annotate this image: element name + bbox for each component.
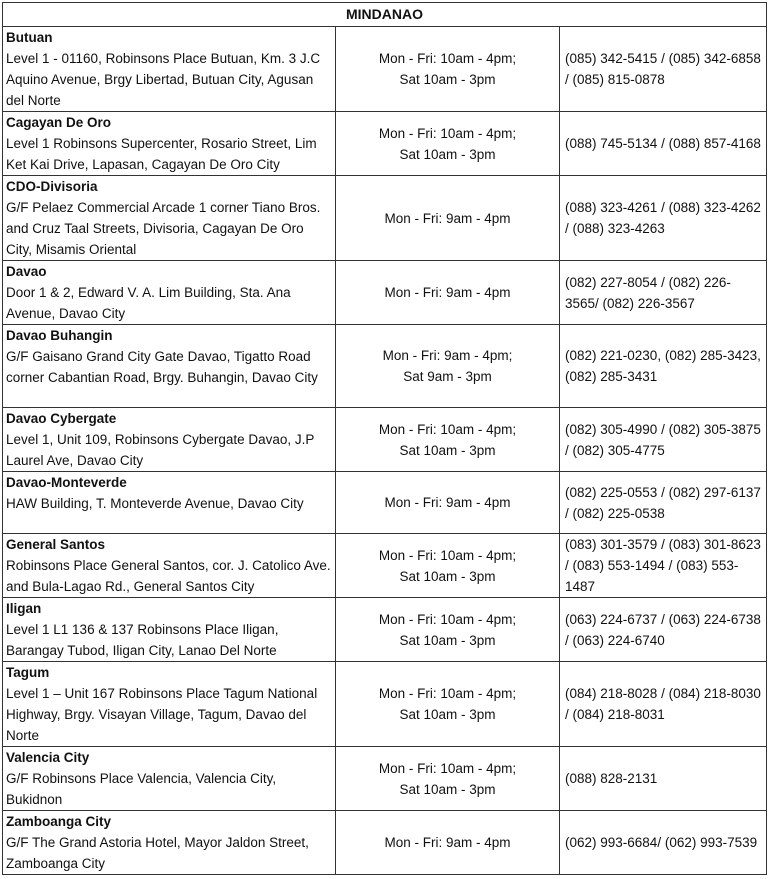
branch-location-cell <box>3 472 336 534</box>
branch-address: G/F Pelaez Commercial Arcade 1 corner Tiano Bros. and Cruz Taal Streets, Divisoria, Cagayan De Oro City, Misamis Oriental <box>6 200 321 257</box>
branch-location-cell <box>3 408 336 472</box>
branch-address: Door 1 & 2, Edward V. A. Lim Building, Sta. Ana Avenue, Davao City <box>6 285 291 321</box>
branch-phones: (088) 323-4261 / (088) 323-4262 / (088) 323-4263 <box>560 176 767 261</box>
branch-name: Davao <box>6 264 47 279</box>
branch-hours: Mon - Fri: 10am - 4pm; Sat 10am - 3pm <box>336 662 560 747</box>
branch-hours: Mon - Fri: 10am - 4pm; Sat 10am - 3pm <box>336 408 560 472</box>
branch-address: G/F The Grand Astoria Hotel, Mayor Jaldon Street, Zamboanga City <box>6 835 309 871</box>
branch-location-cell <box>3 27 336 112</box>
branch-address: Level 1 L1 136 & 137 Robinsons Place Iligan, Barangay Tubod, Iligan City, Lanao Del Norte <box>6 622 279 658</box>
branch-phones: (088) 828-2131 <box>560 747 767 811</box>
branch-name: Valencia City <box>6 750 90 765</box>
branch-name: Iligan <box>6 601 42 616</box>
branch-address: HAW Building, T. Monteverde Avenue, Davao City <box>6 496 304 511</box>
branch-hours: Mon - Fri: 10am - 4pm; Sat 10am - 3pm <box>336 747 560 811</box>
branch-name: Davao Cybergate <box>6 411 117 426</box>
branch-hours: Mon - Fri: 10am - 4pm; Sat 10am - 3pm <box>336 534 560 598</box>
table-row <box>3 176 767 261</box>
branch-location-cell <box>3 811 336 875</box>
branch-rows <box>3 27 767 875</box>
branch-hours: Mon - Fri: 9am - 4pm <box>336 261 560 325</box>
branch-hours: Mon - Fri: 9am - 4pm <box>336 472 560 534</box>
branch-table <box>2 2 767 875</box>
table-row <box>3 27 767 112</box>
branch-hours: Mon - Fri: 10am - 4pm; Sat 10am - 3pm <box>336 598 560 662</box>
branch-location-cell <box>3 261 336 325</box>
branch-name: General Santos <box>6 537 106 552</box>
table-row <box>3 325 767 408</box>
table-row <box>3 534 767 598</box>
branch-address: Level 1 Robinsons Supercenter, Rosario Street, Lim Ket Kai Drive, Lapasan, Cagayan De Oro City <box>6 136 317 172</box>
branch-phones: (083) 301-3579 / (083) 301-8623 / (083) 553-1494 / (083) 553-1487 <box>560 534 767 598</box>
branch-name: Davao Buhangin <box>6 328 113 343</box>
table-row <box>3 472 767 534</box>
region-header-row <box>3 3 767 27</box>
region-title: MINDANAO <box>3 3 767 27</box>
branch-location-cell <box>3 176 336 261</box>
branch-name: Zamboanga City <box>6 814 112 829</box>
branch-location-cell <box>3 598 336 662</box>
branch-phones: (084) 218-8028 / (084) 218-8030 / (084) 218-8031 <box>560 662 767 747</box>
branch-phones: (088) 745-5134 / (088) 857-4168 <box>560 112 767 176</box>
table-row <box>3 598 767 662</box>
branch-address: G/F Robinsons Place Valencia, Valencia City, Bukidnon <box>6 771 277 807</box>
branch-phones: (082) 227-8054 / (082) 226-3565/ (082) 226-3567 <box>560 261 767 325</box>
branch-hours: Mon - Fri: 9am - 4pm <box>336 811 560 875</box>
table-row <box>3 112 767 176</box>
branch-address: Level 1 – Unit 167 Robinsons Place Tagum National Highway, Brgy. Visayan Village, Tagum, Davao del Norte <box>6 686 318 743</box>
table-row <box>3 747 767 811</box>
branch-location-cell <box>3 662 336 747</box>
table-row <box>3 662 767 747</box>
branch-location-cell <box>3 325 336 408</box>
table-row <box>3 408 767 472</box>
branch-phones: (085) 342-5415 / (085) 342-6858 / (085) 815-0878 <box>560 27 767 112</box>
branch-name: Cagayan De Oro <box>6 115 112 130</box>
branch-name: Tagum <box>6 665 50 680</box>
branch-hours: Mon - Fri: 9am - 4pm; Sat 9am - 3pm <box>336 325 560 408</box>
branch-hours: Mon - Fri: 9am - 4pm <box>336 176 560 261</box>
table-row <box>3 811 767 875</box>
branch-name: Davao-Monteverde <box>6 475 127 490</box>
branch-address: Level 1, Unit 109, Robinsons Cybergate Davao, J.P Laurel Ave, Davao City <box>6 432 315 468</box>
branch-location-cell <box>3 534 336 598</box>
branch-address: Level 1 - 01160, Robinsons Place Butuan, Km. 3 J.C Aquino Avenue, Brgy Libertad, Butuan City, Agusan del Norte <box>6 51 321 108</box>
branch-hours: Mon - Fri: 10am - 4pm; Sat 10am - 3pm <box>336 112 560 176</box>
branch-phones: (082) 221-0230, (082) 285-3423, (082) 285-3431 <box>560 325 767 408</box>
branch-location-cell <box>3 112 336 176</box>
branch-location-cell <box>3 747 336 811</box>
branch-hours: Mon - Fri: 10am - 4pm; Sat 10am - 3pm <box>336 27 560 112</box>
branch-phones: (082) 225-0553 / (082) 297-6137 / (082) 225-0538 <box>560 472 767 534</box>
branch-name: Butuan <box>6 30 53 45</box>
branch-phones: (062) 993-6684/ (062) 993-7539 <box>560 811 767 875</box>
branch-phones: (082) 305-4990 / (082) 305-3875 / (082) 305-4775 <box>560 408 767 472</box>
branch-address: G/F Gaisano Grand City Gate Davao, Tigatto Road corner Cabantian Road, Brgy. Buhangin, Davao City <box>6 349 318 385</box>
branch-name: CDO-Divisoria <box>6 179 98 194</box>
branch-phones: (063) 224-6737 / (063) 224-6738 / (063) 224-6740 <box>560 598 767 662</box>
branch-address: Robinsons Place General Santos, cor. J. Catolico Ave. and Bula-Lagao Rd., General Santos City <box>6 558 331 594</box>
table-row <box>3 261 767 325</box>
